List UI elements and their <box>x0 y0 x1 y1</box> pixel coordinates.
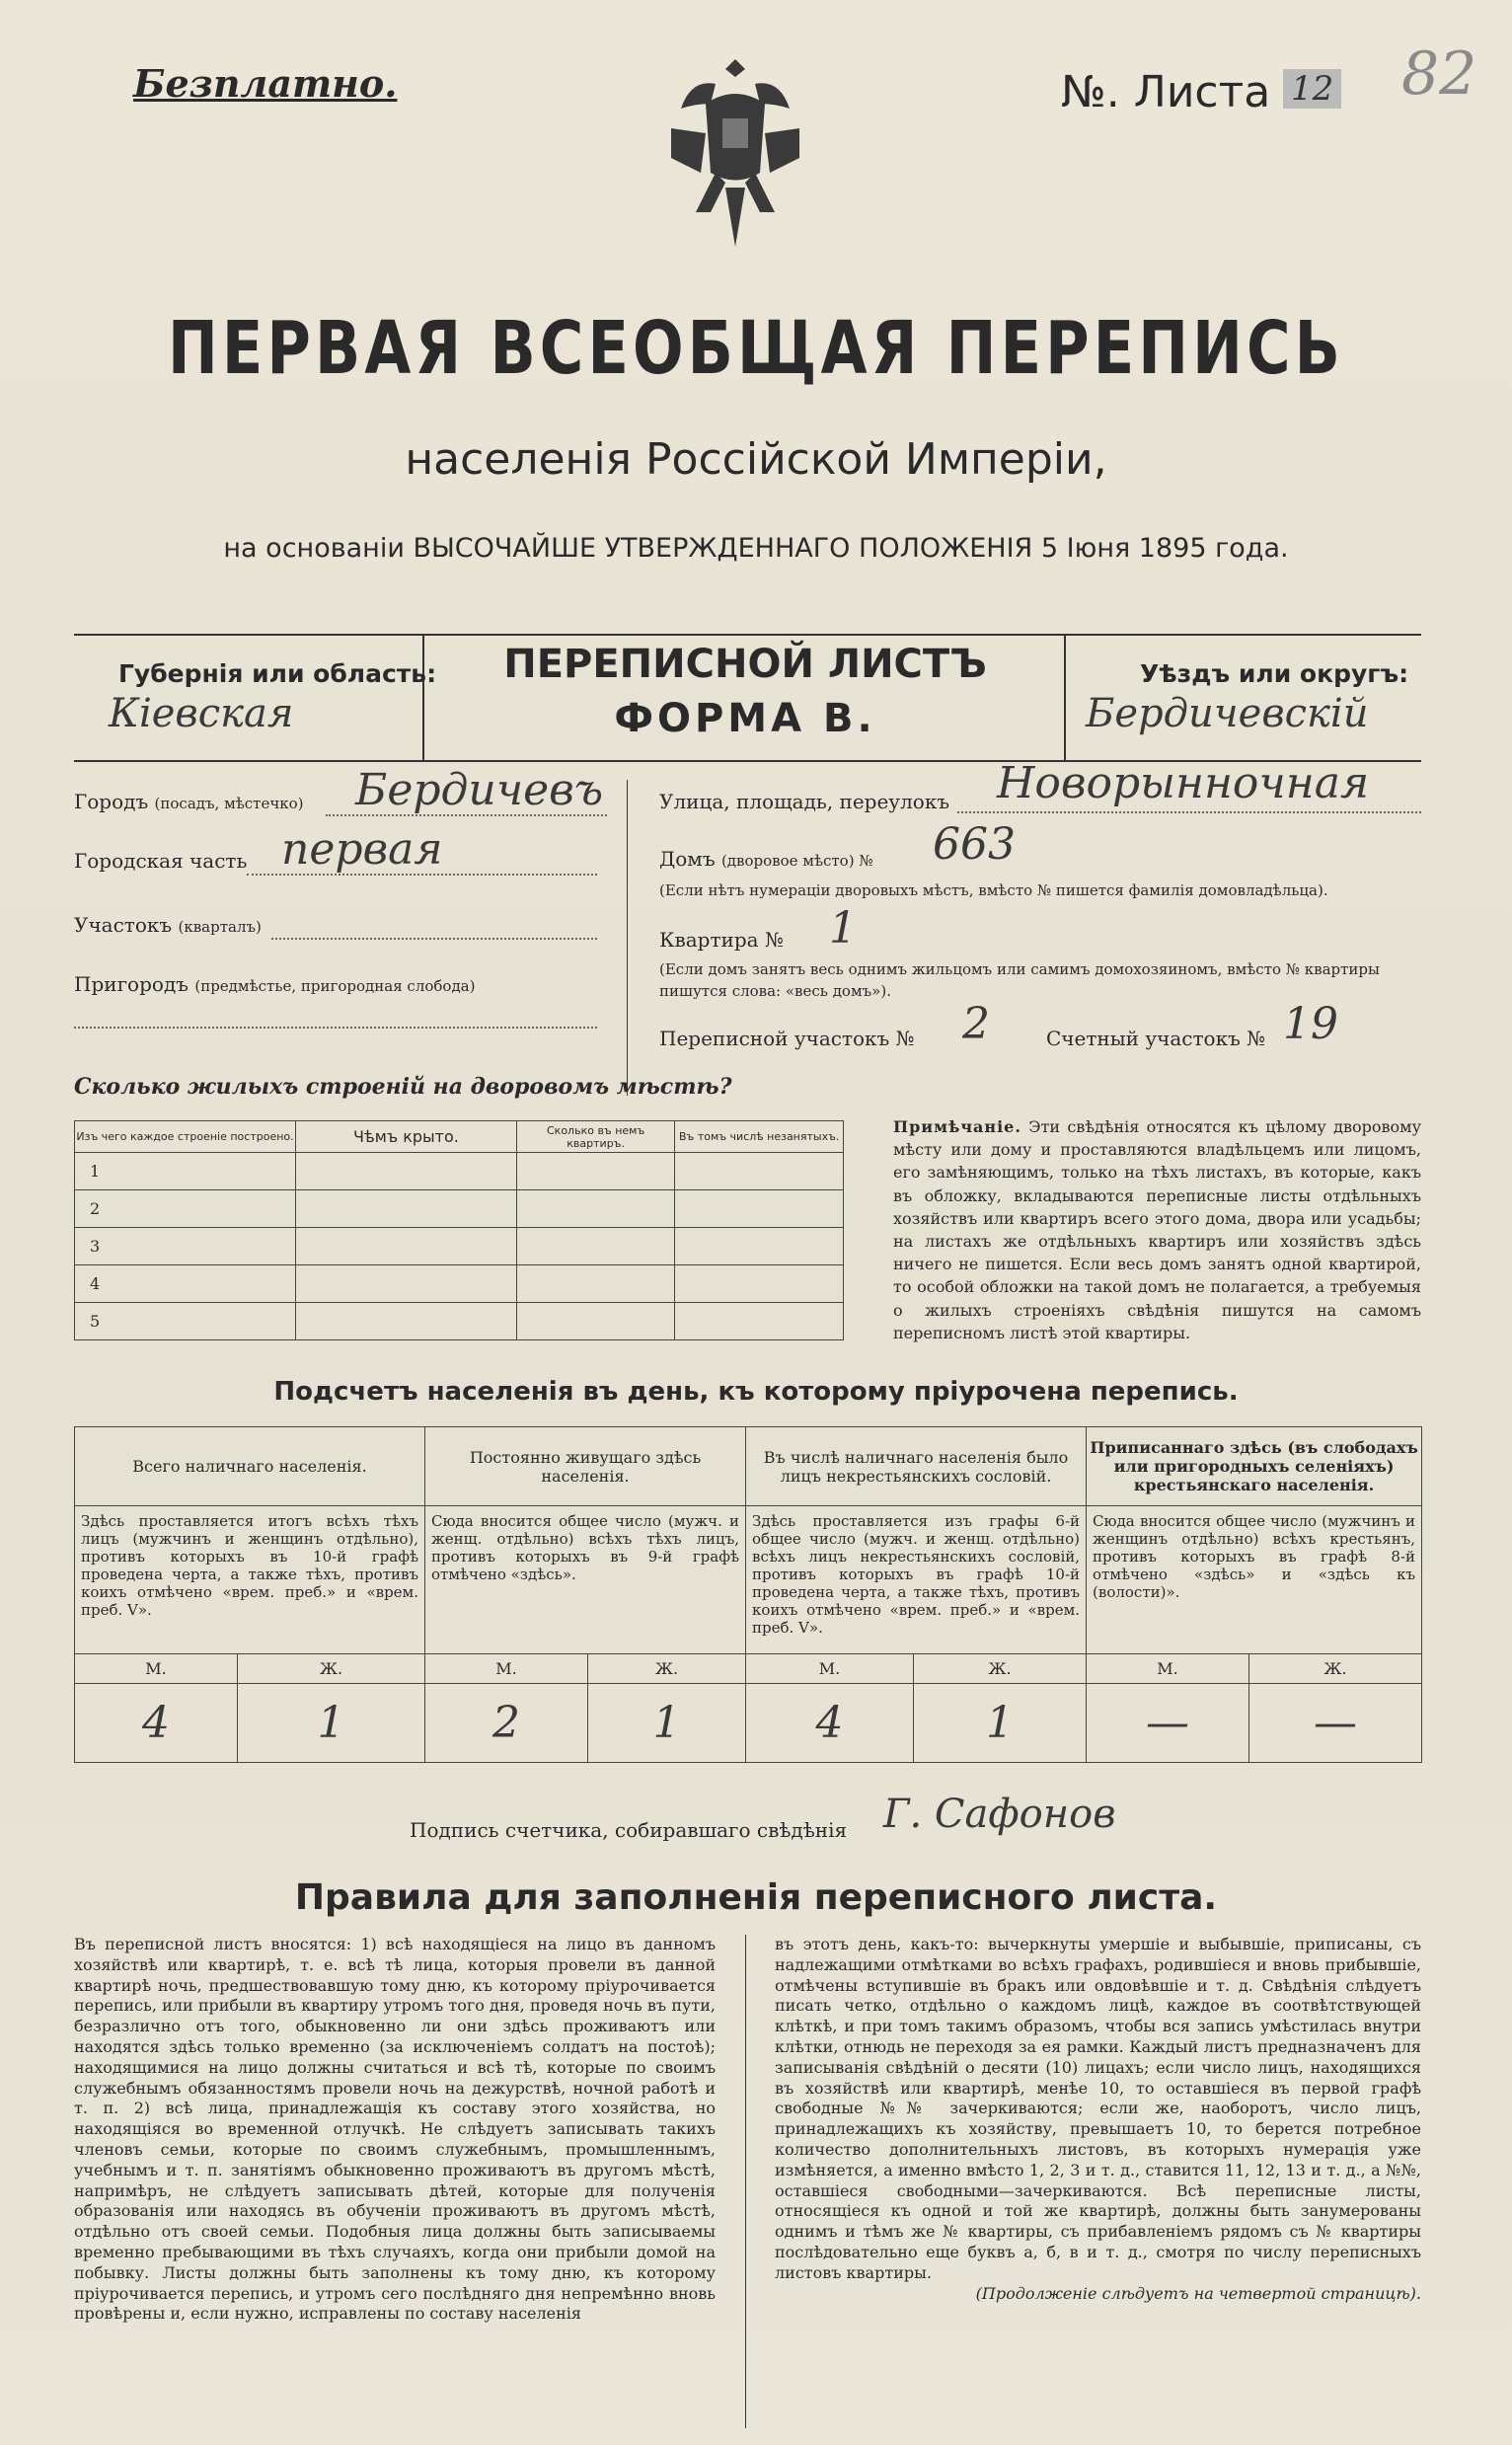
table-row: 4 <box>75 1265 844 1303</box>
population-table <box>74 1426 1422 1763</box>
buildings-note: Примѣчаніе. Эти свѣдѣнія относятся къ цѣлому дворовому мѣсту или дому и проставляются владѣльцемъ или лицомъ, его замѣняющимъ, только на тѣхъ листахъ, въ которые, какъ въ обложку, вкладываются переписные листы отдѣльныхъ хозяйствъ или квартиръ всего этого дома, двора или усадьбы; на листахъ же отдѣльныхъ квартиръ или хозяйствъ здѣсь ничего не пишется. Если весь домъ занятъ одной квартирой, то особой обложки на такой домъ не полагается, а требуемыя о жилыхъ строеніяхъ свѣдѣнія пишутся на самомъ переписномъ листѣ этой квартиры. <box>893 1117 1421 1342</box>
suburb-field: Пригородъ (предмѣстье, пригородная слобода) <box>74 972 476 996</box>
city-field: Городъ (посадъ, мѣстечко) <box>74 790 304 813</box>
table-row: 3 <box>75 1228 844 1265</box>
male-column-label: М. <box>75 1654 238 1684</box>
city-part-value: первая <box>281 824 443 875</box>
city-value: Бердичевъ <box>355 765 604 815</box>
suburb-underline <box>74 1027 597 1029</box>
house-field: Домъ (дворовое мѣсто) № <box>659 847 873 871</box>
nonpeasant-female-value: 1 <box>914 1684 1087 1763</box>
buildings-header-apartments: Сколько въ немъ квартиръ. <box>516 1121 675 1153</box>
permanent-male-value: 2 <box>425 1684 588 1763</box>
census-district-label: Переписной участокъ № <box>659 1027 915 1050</box>
table-row: 2 <box>75 1190 844 1228</box>
buildings-header-roof: Чѣмъ крыто. <box>296 1121 517 1153</box>
street-value: Новорынночная <box>997 758 1370 808</box>
total-female-value: 1 <box>238 1684 425 1763</box>
apartment-value: 1 <box>829 903 857 954</box>
rules-continued-note: (Продолженіе слѣдуетъ на четвертой страницѣ). <box>975 2283 1421 2303</box>
rules-right-column: въ этотъ день, какъ-то: вычеркнуты умершіе и выбывшіе, приписаны, съ надлежащими отмѣтками во всѣхъ графахъ, родившіеся и вновь прибывшіе, отмѣчены вступившіе въ бракъ или овдовѣвшіе и т. д. Свѣдѣнія слѣдуетъ писать четко, отдѣльно о каждомъ лицѣ, каждое въ соотвѣтствующей клѣткѣ, и при томъ такимъ образомъ, чтобы вся запись умѣстилась внутри клѣтки, отнюдь не переходя за ея рамки. Каждый листъ предназначенъ для записыванія свѣдѣній о десяти (10) лицахъ; если число лицъ, находящихся въ хозяйствѣ или квартирѣ, менѣе 10, то оставшіеся въ первой графѣ свободные №№ зачеркиваются; если же, наоборотъ, число лицъ, принадлежащихъ къ хозяйству, превышаетъ 10, то берется потребное количество дополнительныхъ листовъ, въ которыхъ нумерація уже измѣняется, а именно вмѣсто 1, 2, 3 и т. д., ставится 11, 12, 13 и т. д., а №№, оставшіеся свободными—зачеркиваются. Всѣ переписные листы, относящіеся къ одной и той же квартирѣ, должны быть занумерованы однимъ и тѣмъ же № квартиры, съ прибавленіемъ рядомъ съ № квартиры послѣдовательно еще буквъ а, б, в и т. д., смотря по числу переписныхъ листовъ квартиры. (Продолженіе слѣдуетъ на четвертой страницѣ). <box>775 1935 1421 2303</box>
free-label: Безплатно. <box>133 61 398 106</box>
uezd-label: Уѣздъ или округъ: <box>1140 659 1409 688</box>
city-part-label: Городская часть <box>74 849 248 873</box>
legal-basis: на основаніи ВЫСОЧАЙШЕ УТВЕРЖДЕННАГО ПОЛОЖЕНІЯ 5 Іюня 1895 года. <box>223 533 1289 564</box>
total-male-value: 4 <box>75 1684 238 1763</box>
female-column-label: Ж. <box>914 1654 1087 1684</box>
sheet-number-label: №. Листа <box>1061 67 1271 117</box>
population-title: Подсчетъ населенія въ день, къ которому пріурочена перепись. <box>273 1377 1239 1407</box>
gubernia-label: Губернія или область: <box>118 659 437 688</box>
gubernia-value: Кіевская <box>109 691 294 736</box>
form-title: ПЕРЕПИСНОЙ ЛИСТЪ <box>503 642 987 687</box>
female-column-label: Ж. <box>1249 1654 1422 1684</box>
page-title: ПЕРВАЯ ВСЕОБЩАЯ ПЕРЕПИСЬ <box>167 306 1344 391</box>
signature-label: Подпись счетчика, собиравшаго свѣдѣнія <box>410 1818 848 1842</box>
population-head-peasant: Приписаннаго здѣсь (въ слободахъ или пригородныхъ селеніяхъ) крестьянскаго населенія. <box>1087 1427 1422 1506</box>
apartment-label: Квартира № <box>659 928 784 952</box>
district-underline <box>271 938 597 940</box>
population-desc-permanent: Сюда вносится общее число (мужч. и женщ. отдѣльно) всѣхъ тѣхъ лицъ, противъ которыхъ въ 9-й графѣ отмѣчено «здѣсь». <box>425 1506 746 1654</box>
population-desc-nonpeasant: Здѣсь проставляется изъ графы 6-й общее число (мужч. и женщ. отдѣльно) всѣхъ лицъ некрестьянскихъ сословій, противъ которыхъ въ графѣ 10-й проведена черта, а также тѣхъ, противъ коихъ отмѣчено «врем. преб.» и «врем. преб. V». <box>746 1506 1087 1654</box>
uezd-value: Бердичевскій <box>1086 691 1369 736</box>
count-district-value: 19 <box>1283 999 1338 1049</box>
double-headed-eagle-emblem-icon <box>661 49 809 267</box>
count-district-label: Счетный участокъ № <box>1046 1027 1266 1050</box>
population-desc-peasant: Сюда вносится общее число (мужчинъ и женщинъ отдѣльно) всѣхъ крестьянъ, противъ которыхъ въ графѣ 8-й отмѣчено «здѣсь» и «здѣсь къ (волости)». <box>1087 1506 1422 1654</box>
divider <box>745 1935 746 2428</box>
male-column-label: М. <box>746 1654 914 1684</box>
city-part-underline <box>247 874 597 876</box>
female-column-label: Ж. <box>238 1654 425 1684</box>
census-district-value: 2 <box>962 999 990 1049</box>
divider <box>627 780 628 1096</box>
archive-page-mark: 82 <box>1401 39 1477 109</box>
table-row: 5 <box>75 1303 844 1340</box>
divider <box>74 634 1421 636</box>
street-underline <box>957 811 1421 813</box>
peasant-female-value: — <box>1249 1684 1422 1763</box>
rules-left-column: Въ переписной листъ вносятся: 1) всѣ находящіеся на лицо въ данномъ хозяйствѣ или квартирѣ, т. е. всѣ тѣ лица, которыя провели въ данной квартирѣ ночь, предшествовавшую тому дню, къ которому пріурочивается перепись, или прибыли въ квартиру утромъ того дня, проведя ночь въ пути, безразлично отъ того, обыкновенно ли они здѣсь проживаютъ или находятся здѣсь только временно (за исключеніемъ солдатъ на постоѣ); находящимися на лицо должны считаться и всѣ тѣ, которые по своимъ служебнымъ обязанностямъ провели ночь на дежурствѣ, ночной работѣ и т. п. 2) всѣ лица, принадлежащія къ составу этого хозяйства, но находящіяся во временной отлучкѣ. Не слѣдуетъ записывать такихъ членовъ семьи, которые по своимъ служебнымъ, промышленнымъ, учебнымъ и т. п. занятіямъ обыкновенно проживаютъ въ другомъ мѣстѣ, напримѣръ, не слѣдуетъ записывать дѣтей, которые для полученія образованія или находясь въ обученіи проживаютъ въ другомъ мѣстѣ, отдѣльно отъ своей семьи. Подобныя лица должны быть записываемы временно пребывающими въ тѣхъ случаяхъ, когда они прибыли домой на побывку. Листы должны быть заполнены къ тому дню, къ которому пріурочивается перепись, и утромъ сего послѣдняго дня непремѣнно вновь провѣрены и, если нужно, исправлены по составу населенія <box>74 1935 716 2324</box>
house-value: 663 <box>933 819 1016 870</box>
buildings-header-material: Изъ чего каждое строеніе построено. <box>75 1121 296 1153</box>
permanent-female-value: 1 <box>588 1684 746 1763</box>
population-desc-total: Здѣсь проставляется итогъ всѣхъ тѣхъ лицъ (мужчинъ и женщинъ отдѣльно), противъ которыхъ въ 10-й графѣ проведена черта, а также тѣхъ, противъ коихъ отмѣчено «врем. преб.» и «врем. преб. V». <box>75 1506 425 1654</box>
population-head-permanent: Постоянно живущаго здѣсь населенія. <box>425 1427 746 1506</box>
street-label: Улица, площадь, переулокъ <box>659 790 950 813</box>
population-head-total: Всего наличнаго населенія. <box>75 1427 425 1506</box>
buildings-header-vacant: Въ томъ числѣ незанятыхъ. <box>675 1121 844 1153</box>
peasant-male-value: — <box>1087 1684 1249 1763</box>
female-column-label: Ж. <box>588 1654 746 1684</box>
male-column-label: М. <box>1087 1654 1249 1684</box>
table-row: 1 <box>75 1153 844 1190</box>
nonpeasant-male-value: 4 <box>746 1684 914 1763</box>
house-note: (Если нѣтъ нумераціи дворовыхъ мѣстъ, вмѣсто № пишется фамилія домовладѣльца). <box>659 881 1328 899</box>
male-column-label: М. <box>425 1654 588 1684</box>
signature-value: Г. Сафонов <box>883 1792 1116 1837</box>
page-subtitle: населенія Россійской Имперіи, <box>405 434 1107 485</box>
district-field: Участокъ (кварталъ) <box>74 913 262 937</box>
city-underline <box>326 814 607 816</box>
form-subtitle: ФОРМА В. <box>614 696 876 741</box>
rules-title: Правила для заполненія переписного листа. <box>294 1877 1218 1918</box>
buildings-question: Сколько жилыхъ строеній на дворовомъ мѣстѣ? <box>74 1074 732 1100</box>
population-head-nonpeasant: Въ числѣ наличнаго населенія было лицъ некрестьянскихъ сословій. <box>746 1427 1087 1506</box>
sheet-number-value: 12 <box>1283 69 1341 109</box>
buildings-table <box>74 1120 844 1340</box>
apartment-note: (Если домъ занятъ весь однимъ жильцомъ или самимъ домохозяиномъ, вмѣсто № квартиры пишутся слова: «весь домъ»). <box>659 960 1380 1000</box>
